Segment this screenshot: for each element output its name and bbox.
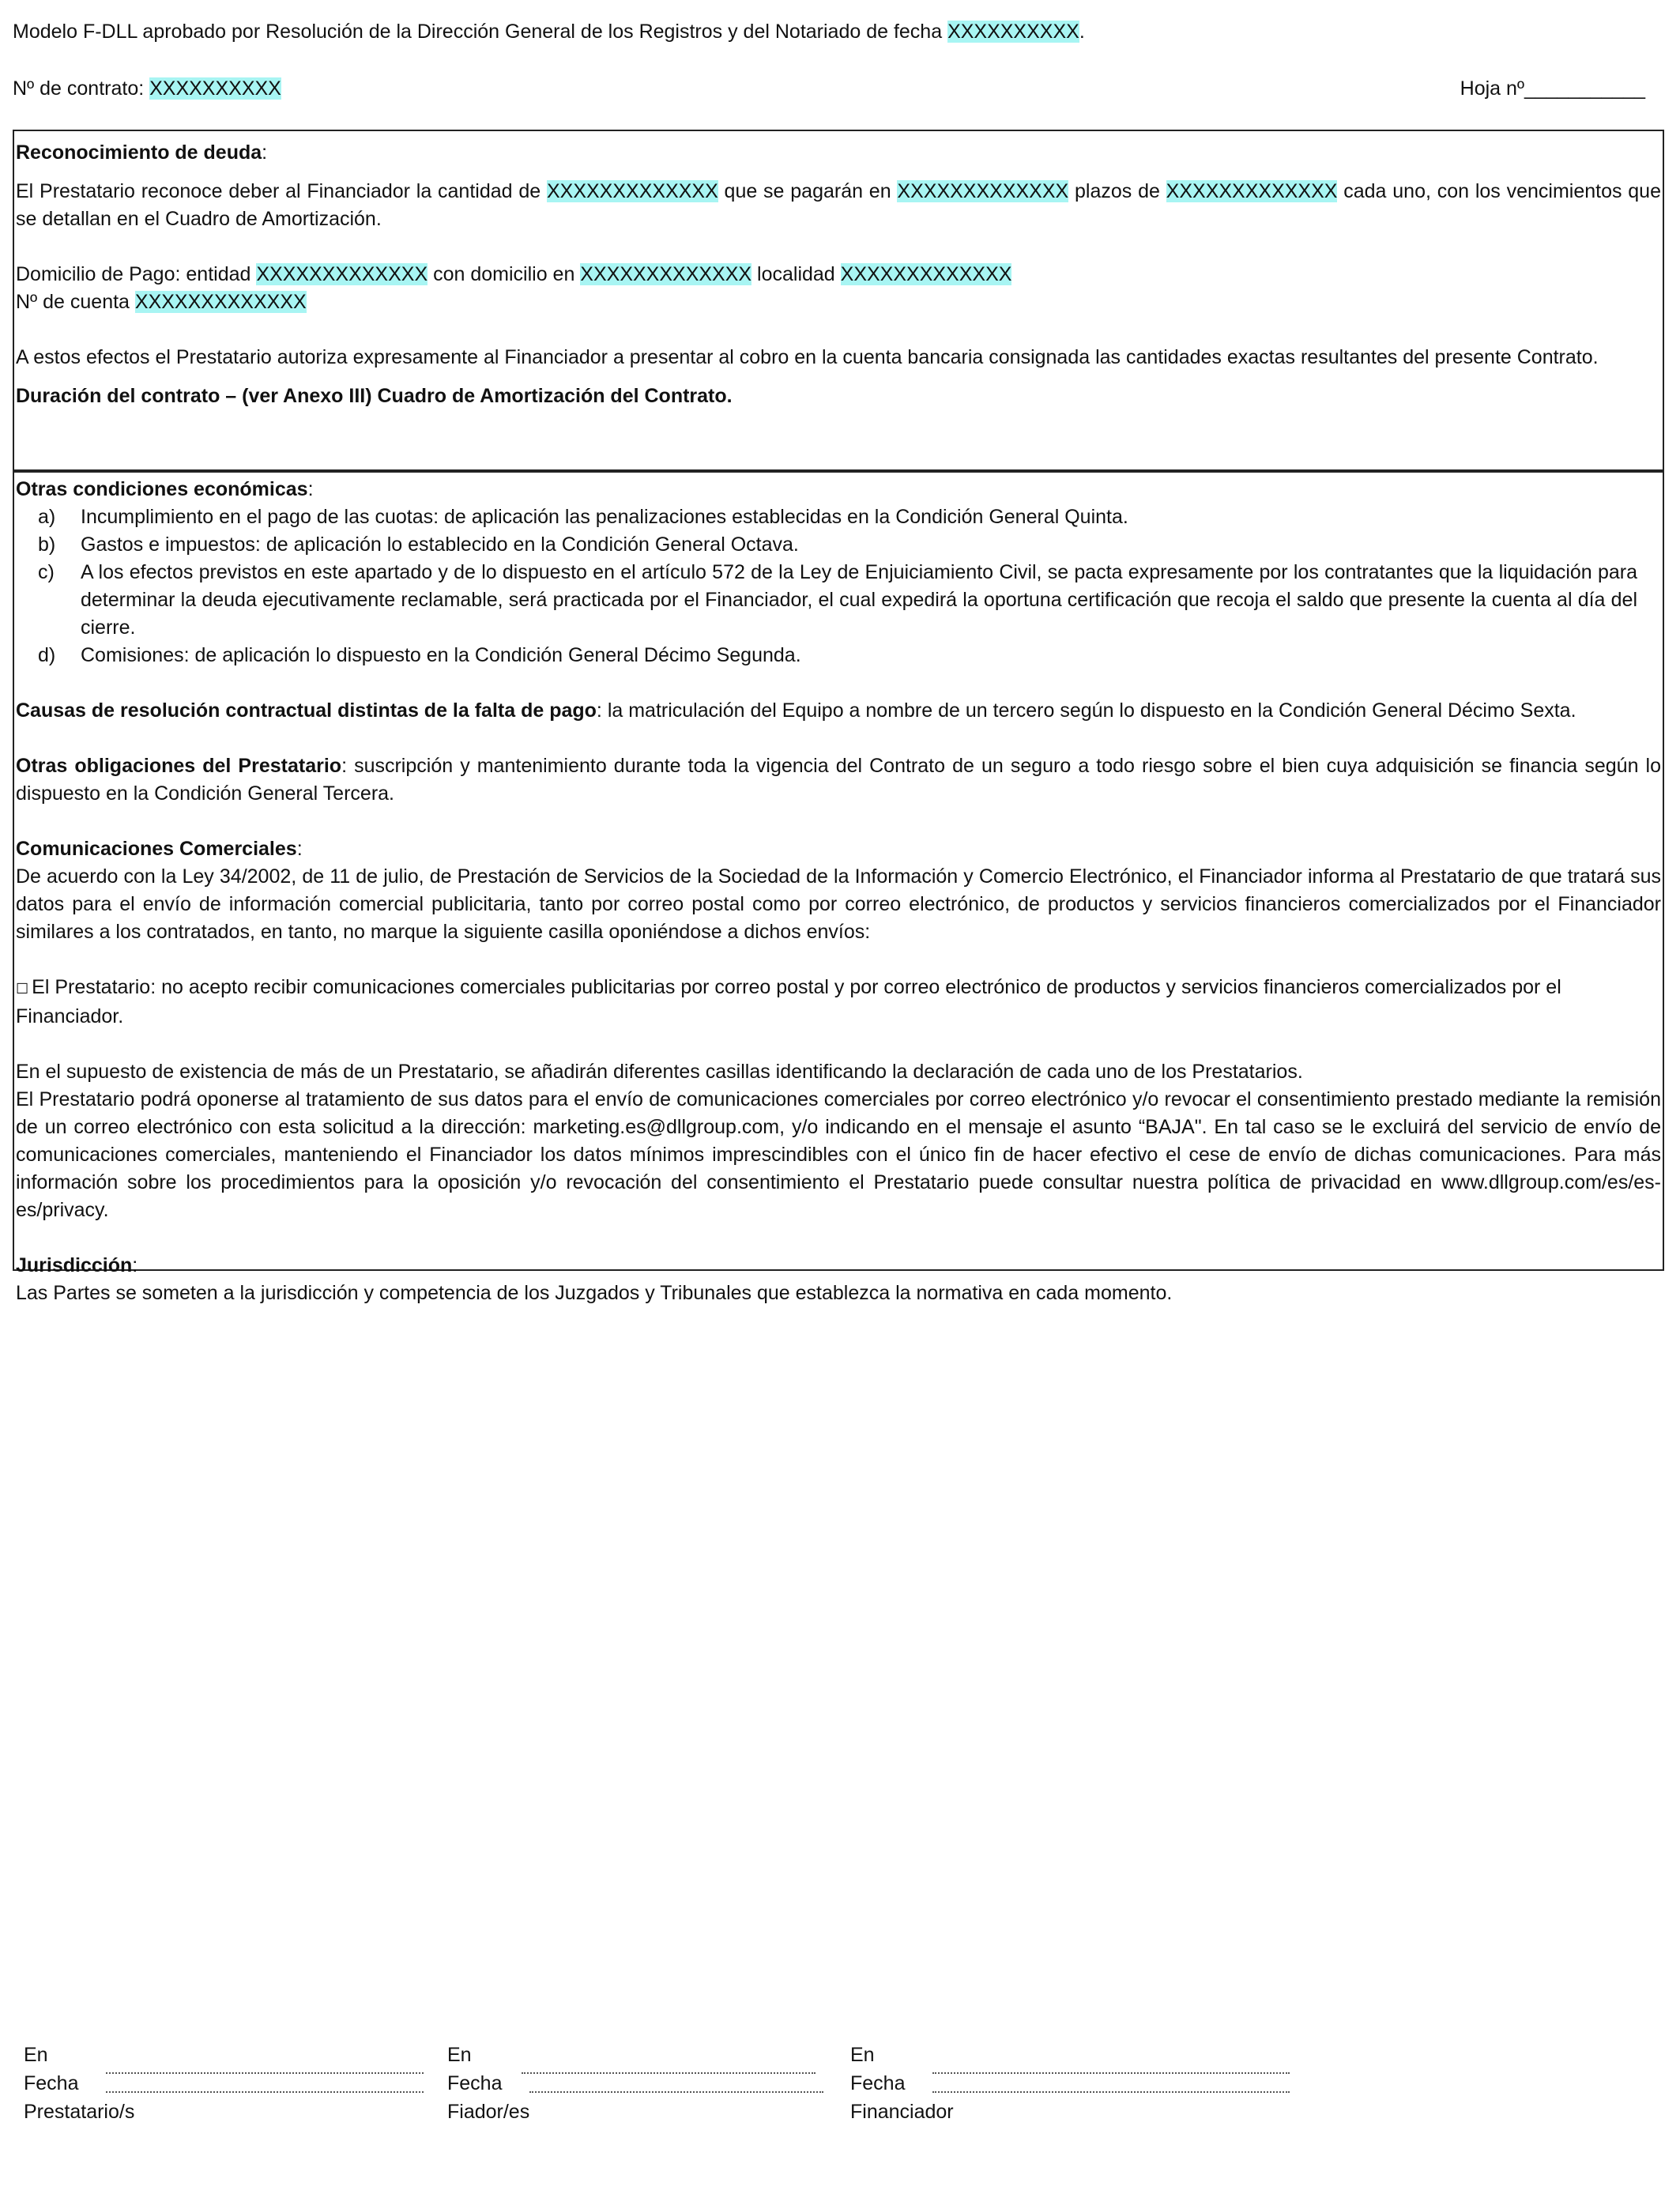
list-item: c) A los efectos previstos en este apartado y de lo dispuesto en el artículo 572 de la Ley de Enjuiciamiento Civil, se pacta expresamente por los contratantes que la liquidación para determinar la deuda ejecutivamente reclamable, será practicada por el Financiador, el cual expedirá la oportuna certificación que recoja el saldo que presente la cuenta al día del cierre. [38, 561, 1637, 639]
sheet-label: Hoja nº [1460, 77, 1525, 100]
date-label: Fecha [447, 2072, 503, 2094]
contract-number [13, 74, 281, 103]
borrower-obligations: Otras obligaciones del Prestatario: suscripción y mantenimiento durante toda la vigencia del Contrato de un seguro a todo riesgo sobre el bien cuya adquisición se financia según lo dispuesto en la Condición General Tercera. [16, 755, 1661, 805]
list-item: a) Incumplimiento en el pago de las cuotas: de aplicación las penalizaciones establecidas en la Condición General Quinta. [38, 506, 1128, 528]
comms-optout: ☐ El Prestatario: no acepto recibir comunicaciones comerciales publicitarias por correo postal y por correo electrónico de productos y servicios financieros comercializados por el Financiador. [16, 976, 1561, 1027]
conditions-section: Otras condiciones económicas: a) Incumplimiento en el pago de las cuotas: de aplicación las penalizaciones establecidas en la Condición General Quinta. b) Gastos e impuestos: de aplicación lo establecido en la Condición General Octava. c) A los efectos previstos en este apartado y de lo dispuesto en el artículo 572 de la Ley de Enjuiciamiento Civil, se pacta expresamente por los contratantes que la liquidación para determinar la deuda ejecutivamente reclamable, será practicada por el Financiador, el cual expedirá la oportuna certificación que recoja el saldo que presente la cuenta al día del cierre. d) Comisiones: de aplicación lo dispuesto en la Condición General Décimo Segunda. Causas de resolución contractual distintas de la falta de pago: la matriculación del Equipo a nombre de un tercero según lo dispuesto en la Condición General Décimo Sexta. Otras obligaciones del Prestatario: suscripción y mantenimiento durante toda la vigencia del Contrato de un seguro a todo riesgo sobre el bien cuya adquisición se financia según lo dispuesto en la Condición General Tercera. Comunicaciones Comerciales: De acuerdo con la Ley 34/2002, de 11 de julio, de Prestación de Servicios de la Sociedad de la Información y Comercio Electrónico, el Financiador informa al Prestatario de que tratará sus datos para el envío de información comercial publicitaria, tanto por correo postal como por correo electrónico, de productos y servicios financieros comercializados por el Financiador similares a los contratados, en tanto, no marque la siguiente casilla oponiéndose a dichos envíos: ☐ El Prestatario: no acepto recibir comunicaciones comerciales publicitarias por correo postal y por correo electrónico de productos y servicios financieros comercializados por el Financiador. En el supuesto de existencia de más de un Prestatario, se añadirán diferentes casillas identificando la declaración de cada uno de los Prestatarios. El Prestatario podrá oponerse al tratamiento de sus datos para el envío de comunicaciones comerciales por correo electrónico y/o revocar el consentimiento prestado mediante la remisión de un correo electrónico con esta solicitud a la dirección: marketing.es@dllgroup.com, y/o indicando en el mensaje el asunto “BAJA". En tal caso se le excluirá del servicio de envío de comunicaciones comerciales, manteniendo el Financiador los datos mínimos imprescindibles con el único fin de hacer efectivo el cese de envío de dichas comunicaciones. Para más información sobre los procedimientos para la oposición y/o revocación del consentimiento el Prestatario puede consultar nuestra política de privacidad en www.dllgroup.com/es/es-es/privacy. Jurisdicción: Las Partes se someten a la jurisdicción y competencia de los Juzgados y Tribunales que establezca la normativa en cada momento. [13, 471, 1664, 1271]
comms-title: Comunicaciones Comerciales [16, 838, 297, 860]
model-text: Modelo F-DLL aprobado por Resolución de la Dirección General de los Registros y del Notariado de fecha [13, 21, 948, 43]
jurisdiction-text: Las Partes se someten a la jurisdicción y competencia de los Juzgados y Tribunales que establezca la normativa en cada momento. [16, 1282, 1173, 1304]
payment-entity-field[interactable]: XXXXXXXXXXXXX [256, 263, 428, 285]
resolution-causes: Causas de resolución contractual distintas de la falta de pago: la matriculación del Equipo a nombre de un tercero según lo dispuesto en la Condición General Décimo Sexta. [16, 699, 1576, 722]
document-header [13, 17, 1664, 103]
model-line: Modelo F-DLL aprobado por Resolución de la Dirección General de los Registros y del Notariado de fecha XXXXXXXXXX. [13, 21, 1085, 43]
date-line[interactable] [932, 2077, 1290, 2093]
contract-label: Nº de contrato: [13, 77, 150, 100]
date-line[interactable] [106, 2077, 424, 2093]
signature-block-guarantor [447, 2041, 823, 2126]
sheet-blank[interactable]: ___________ [1524, 77, 1645, 100]
place-line[interactable] [106, 2072, 424, 2074]
sheet-number [1460, 74, 1645, 103]
amount-field[interactable]: XXXXXXXXXXXXX [546, 180, 718, 202]
signer-role: Prestatario/s [24, 2101, 135, 2123]
installment-amount-field[interactable]: XXXXXXXXXXXXX [1166, 180, 1338, 202]
place-line[interactable] [932, 2072, 1290, 2074]
model-date-field[interactable]: XXXXXXXXXX [947, 21, 1079, 43]
conditions-list [16, 503, 1661, 669]
signer-role: Fiador/es [447, 2101, 530, 2123]
place-label: En [24, 2044, 48, 2066]
payment-address-field[interactable]: XXXXXXXXXXXXX [580, 263, 752, 285]
payment-domicile: Domicilio de Pago: entidad XXXXXXXXXXXXX con domicilio en XXXXXXXXXXXXX localidad XXXXXXXXXXXXX [16, 263, 1012, 285]
contract-row [13, 74, 1664, 103]
date-line[interactable] [529, 2077, 823, 2093]
signer-role: Financiador [850, 2101, 954, 2123]
place-line[interactable] [522, 2072, 816, 2074]
debt-title: Reconocimiento de deuda [16, 141, 262, 164]
debt-paragraph: El Prestatario reconoce deber al Financiador la cantidad de XXXXXXXXXXXXX que se pagarán en XXXXXXXXXXXXX plazos de XXXXXXXXXXXXX cada uno, con los vencimientos que se detallan en el Cuadro de Amortización. [16, 180, 1661, 230]
place-label: En [850, 2044, 875, 2066]
jurisdiction-title: Jurisdicción [16, 1254, 133, 1276]
signature-block-financier [850, 2041, 1290, 2126]
payment-city-field[interactable]: XXXXXXXXXXXXX [840, 263, 1012, 285]
signature-block-borrower [24, 2041, 424, 2126]
installments-count-field[interactable]: XXXXXXXXXXXXX [897, 180, 1069, 202]
authorization-text: A estos efectos el Prestatario autoriza expresamente al Financiador a presentar al cobro en la cuenta bancaria consignada las cantidades exactas resultantes del presente Contrato. [16, 346, 1599, 368]
date-label: Fecha [24, 2072, 79, 2094]
checkbox[interactable]: ☐ [16, 981, 29, 997]
place-label: En [447, 2044, 472, 2066]
duration-text: Duración del contrato – (ver Anexo III) Cuadro de Amortización del Contrato. [16, 385, 733, 407]
account-number: Nº de cuenta XXXXXXXXXXXXX [16, 291, 307, 313]
opposition-text: El Prestatario podrá oponerse al tratamiento de sus datos para el envío de comunicaciones comerciales por correo electrónico y/o revocar el consentimiento prestado mediante la remisión de un correo electrónico con esta solicitud a la dirección: marketing.es@dllgroup.com, y/o indicando en el mensaje el asunto “BAJA". En tal caso se le excluirá del servicio de envío de comunicaciones comerciales, manteniendo el Financiador los datos mínimos imprescindibles con el único fin de hacer efectivo el cese de envío de dichas comunicaciones. Para más información sobre los procedimientos para la oposición y/o revocación del consentimiento el Prestatario puede consultar nuestra política de privacidad en www.dllgroup.com/es/es-es/privacy. [16, 1088, 1661, 1221]
date-label: Fecha [850, 2072, 906, 2094]
conditions-title: Otras condiciones económicas [16, 478, 308, 500]
account-number-field[interactable]: XXXXXXXXXXXXX [134, 291, 307, 313]
list-item: b) Gastos e impuestos: de aplicación lo establecido en la Condición General Octava. [38, 533, 799, 556]
list-item: d) Comisiones: de aplicación lo dispuesto en la Condición General Décimo Segunda. [38, 644, 801, 666]
debt-section: Reconocimiento de deuda: El Prestatario reconoce deber al Financiador la cantidad de XXXXXXXXXXXXX que se pagarán en XXXXXXXXXXXXX plazos de XXXXXXXXXXXXX cada uno, con los vencimientos que se detallan en el Cuadro de Amortización. Domicilio de Pago: entidad XXXXXXXXXXXXX con domicilio en XXXXXXXXXXXXX localidad XXXXXXXXXXXXX Nº de cuenta XXXXXXXXXXXXX A estos efectos el Prestatario autoriza expresamente al Financiador a presentar al cobro en la cuenta bancaria consignada las cantidades exactas resultantes del presente Contrato. Duración del contrato – (ver Anexo III) Cuadro de Amortización del Contrato. [13, 130, 1664, 471]
multiple-borrowers-text: En el supuesto de existencia de más de un Prestatario, se añadirán diferentes casillas identificando la declaración de cada uno de los Prestatarios. [16, 1061, 1303, 1083]
comms-text: De acuerdo con la Ley 34/2002, de 11 de julio, de Prestación de Servicios de la Sociedad de la Información y Comercio Electrónico, el Financiador informa al Prestatario de que tratará sus datos para el envío de información comercial publicitaria, tanto por correo postal como por correo electrónico, de productos y servicios financieros comercializados por el Financiador similares a los contratados, en tanto, no marque la siguiente casilla oponiéndose a dichos envíos: [16, 865, 1661, 943]
contract-number-field[interactable]: XXXXXXXXXX [149, 77, 281, 100]
